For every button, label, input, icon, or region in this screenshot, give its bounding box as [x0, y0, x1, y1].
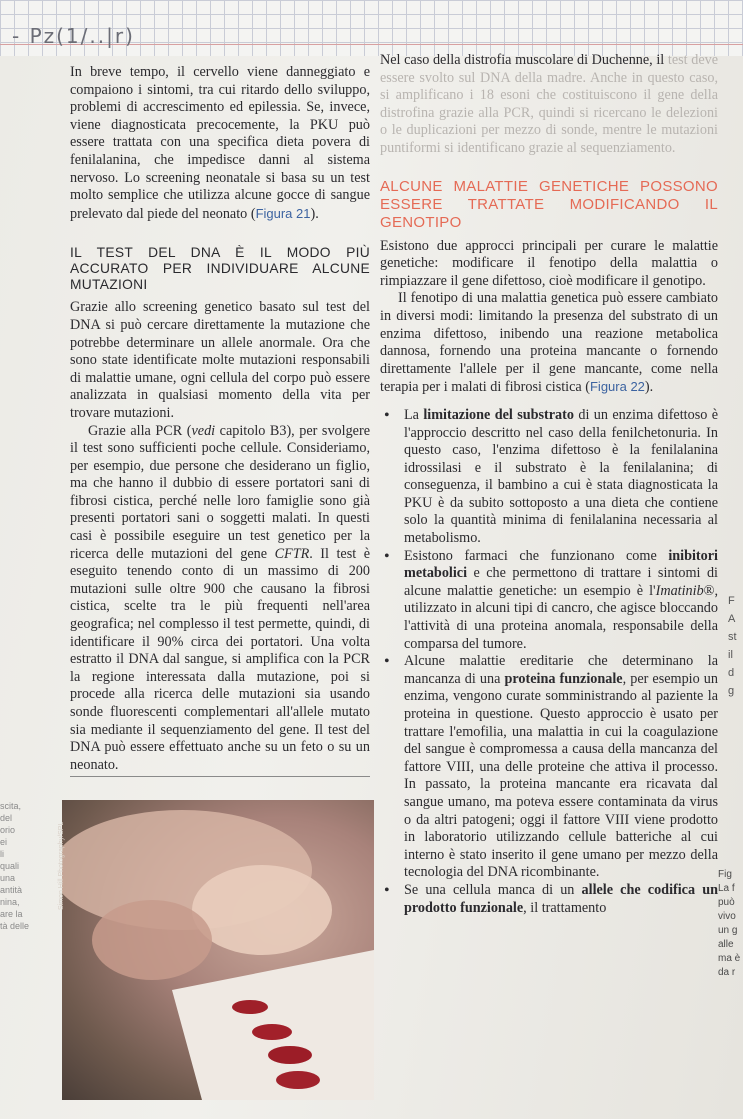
- section-heading-genotype: ALCUNE MALATTIE GENETICHE POSSONO ESSERE TRATTATE MODIFICANDO IL GENOTIPO: [380, 177, 718, 231]
- figure-21-reference[interactable]: Figura 21: [255, 205, 311, 221]
- figure-21-photo-heel-prick: [62, 800, 374, 1100]
- margin-text-right: Fig La f può vivo un g alle ma è da r: [718, 869, 741, 978]
- bullet-functional-allele: • Se una cellula manca di un allele che codifica un prodotto funzionale, il trattamento: [380, 882, 718, 917]
- bullet-substrate-limitation: • La limitazione del substrato di un enzima difettoso è l'approccio descritto nel caso della fenilchetonuria. In questo caso, l'enzima difettoso è la fenilalanina idrossilasi e il substrato è la fenilalanina; di conseguenza, il bambino a cui è stata diagnosticata la PKU è da subito sottoposto a una dieta che contiene solo la quantità minima di fenilalanina necessaria al metabolismo.: [380, 407, 718, 548]
- handwritten-note: - Pz(1/..|r): [12, 24, 135, 48]
- figure-separator: [70, 776, 370, 777]
- heel-prick-illustration: [62, 800, 374, 1100]
- dna-test-paragraph-1: Grazie allo screening genetico basato sul test del DNA si può cercare direttamente la mutazione che potrebbe determinare un allele anormale. Ora che sono state identificate molte mutazioni responsabili di malattie umane, ogni cellula del corpo può essere analizzata in qualsiasi momento della vita per trovare mutazioni.: [70, 299, 370, 421]
- figure-22-reference[interactable]: Figura 22: [589, 379, 645, 395]
- dna-test-paragraph-2: Grazie alla PCR (vedi capitolo B3), per svolgere il test sono sufficienti poche cellule. Consideriamo, per esempio, due persone che desiderano un figlio, ma che hanno il dubbio di essere portatori sani di fibrosi cistica, perché nelle loro famiglie sono già presenti portatori sani o soggetti malati. In questi casi è possibile eseguire un test genetico per la ricerca delle mutazioni del gene CFTR. Il test è eseguito tenendo conto di un massimo di 200 mutazioni sulle oltre 900 che causano la fibrosi cistica, scelte tra le più frequenti nell'area geografica; nel complesso il test permette, quindi, di identificare il 90% circa dei portatori. Una volta estratto il DNA dal sangue, si amplifica con la PCR la regione interessata dalla mutazione, poi si procede alla ricerca delle mutazioni sia usando sonde fluorescenti complementari all'allele mutato sia mediante il sequenziamento del gene. Il test del DNA può essere effettuato anche su un feto o su un neonato.: [70, 422, 370, 773]
- section-heading-dna-test: IL TEST DEL DNA È IL MODO PIÙ ACCURATO PER INDIVIDUARE ALCUNE MUTAZIONI: [70, 245, 370, 293]
- bullet-functional-protein: • Alcune malattie ereditarie che determinano la mancanza di una proteina funzionale, per esempio un enzima, vengono curate somministrando al paziente la proteina in questione. Questo approccio è usato per trattare l'emofilia, una malattia in cui la coagulazione del sangue è compromessa a causa della mancanza del fattore VIII, una delle proteine che attiva il processo. In passato, la proteina mancante era ricavata dal sangue umano, ma poteva essere contaminata da virus o da altri patogeni; oggi il fattore VIII viene prodotto in laboratorio utilizzando cellule batteriche al cui interno è stato inserito il gene umano per mezzo della tecnologia del DNA ricombinante.: [380, 653, 718, 882]
- photo-credit: Simon Hill Photography/SPL: [58, 821, 65, 910]
- edge-text-right: F A st il d g: [728, 595, 737, 697]
- left-column: [70, 64, 370, 774]
- genotype-paragraph-1: Esistono due approcci principali per curare le malattie genetiche: modificare il fenotipo della malattia o rimpiazzare il gene difettoso, cioè modificare il genotipo.: [380, 237, 718, 289]
- bullet-metabolic-inhibitors: • Esistono farmaci che funzionano come inibitori metabolici e che permettono di trattare i sintomi di alcune malattie genetiche: un esempio è l'Imatinib®, utilizzato in alcuni tipi di cancro, che agisce bloccando l'attività di una proteina anomala, responsabile della comparsa del tumore.: [380, 548, 718, 654]
- margin-text-left: scita, del orio ei li quali una antità nina, are la tà delle: [0, 801, 30, 931]
- duchenne-paragraph: Nel caso della distrofia muscolare di Duchenne, il test deve essere svolto sul DNA della madre. Anche in questo caso, si amplificano i 18 esoni che costituiscono il gene della distrofina grazie alla PCR, quindi si ricercano le delezioni o le duplicazioni per mezzo di sonde, mentre le mutazioni puntiformi si identificano grazie al sequenziamento.: [380, 52, 719, 156]
- left-intro-paragraph: In breve tempo, il cervello viene danneggiato e compaiono i sintomi, tra cui ritardo dello sviluppo, problemi di accrescimento ed epilessia. Se, invece, viene diagnosticata precocemente, la PKU può essere trattata con una specifica dieta povera di fenilalanina, che impedisce danni al sistema nervoso. Lo screening neonatale si basa su un test molto semplice che utilizza alcune gocce di sangue prelevato dal piede del neonato (Figura 21).: [70, 64, 370, 222]
- genotype-paragraph-2: Il fenotipo di una malattia genetica può essere cambiato in diversi modi: limitando la presenza del substrato di un enzima difettoso, inibendo una reazione metabolica dannosa, fornendo una proteina mancante o fornendo direttamente l'allele per il gene mancante, come nella terapia per i malati di fibrosi cistica (Figura 22).: [380, 290, 718, 396]
- right-column: [380, 52, 718, 917]
